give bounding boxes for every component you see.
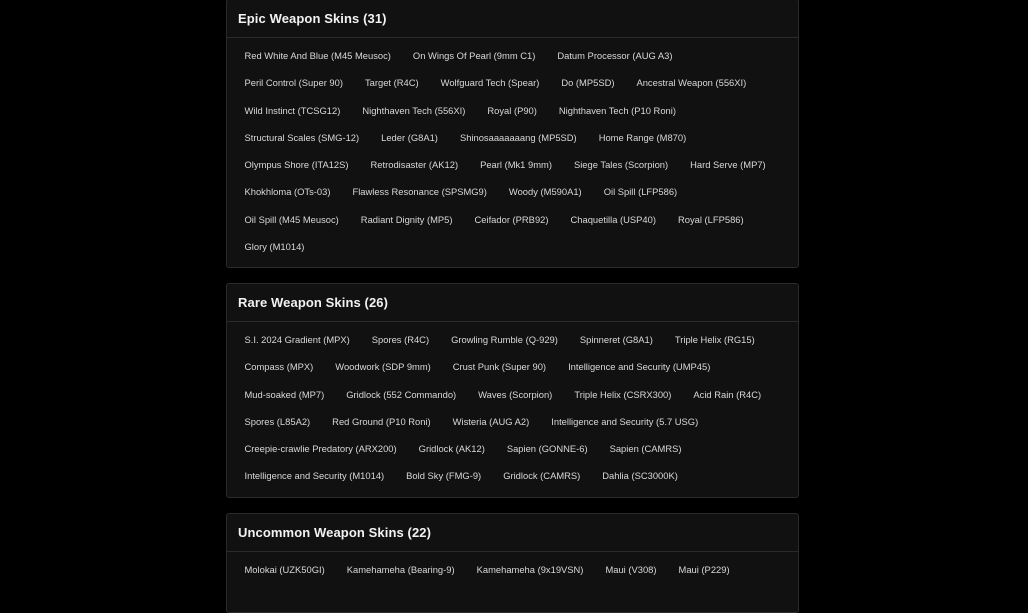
skin-item[interactable]: Spores (L85A2) — [244, 415, 311, 427]
skin-item[interactable]: Kamehameha (Bearing-9) — [346, 564, 455, 575]
skin-item[interactable]: Sapien (CAMRS) — [609, 443, 682, 455]
skin-item[interactable]: Ancestral Weapon (556XI) — [636, 77, 747, 89]
skin-item[interactable]: Woody (M590A1) — [508, 186, 582, 198]
skin-item[interactable]: Waves (Scorpion) — [478, 388, 553, 400]
skin-list — [227, 38, 798, 260]
skin-item[interactable]: Gridlock (552 Commando) — [346, 388, 457, 400]
skin-item[interactable]: Target (R4C) — [364, 77, 419, 89]
skin-item[interactable]: Radiant Dignity (MP5) — [360, 213, 453, 225]
skin-item[interactable]: Wisteria (AUG A2) — [452, 415, 530, 427]
skin-item[interactable]: Peril Control (Super 90) — [244, 77, 343, 89]
uncommon-skins-section — [226, 513, 799, 613]
skin-item[interactable]: Royal (P90) — [487, 104, 537, 116]
skin-item[interactable]: Home Range (M870) — [598, 131, 687, 143]
skin-item[interactable]: Intelligence and Security (5.7 USG) — [551, 415, 699, 427]
skin-item[interactable]: On Wings Of Pearl (9mm C1) — [412, 50, 536, 61]
skin-item[interactable]: Molokai (UZK50GI) — [244, 564, 325, 575]
skin-item[interactable]: Crust Punk (Super 90) — [452, 361, 547, 373]
epic-skins-section — [226, 0, 799, 268]
skin-item[interactable]: Maui (P229) — [678, 564, 730, 575]
skin-item[interactable]: Wild Instinct (TCSG12) — [244, 104, 341, 116]
skin-item[interactable]: Leder (G8A1) — [381, 131, 438, 143]
skin-item[interactable]: Ceifador (PRB92) — [474, 213, 549, 225]
skin-item[interactable]: Compass (MPX) — [244, 361, 314, 373]
skin-item[interactable]: Creepie-crawlie Predatory (ARX200) — [244, 443, 397, 455]
skin-item[interactable]: Growling Rumble (Q-929) — [451, 334, 558, 345]
skin-item[interactable]: Mud-soaked (MP7) — [244, 388, 325, 400]
skin-item[interactable]: Siege Tales (Scorpion) — [573, 159, 669, 171]
skin-item[interactable]: Triple Helix (CSRX300) — [574, 388, 672, 400]
skin-item[interactable]: Red White And Blue (M45 Meusoc) — [244, 50, 391, 61]
skin-item[interactable]: Datum Processor (AUG A3) — [557, 50, 673, 61]
section-title: Epic Weapon Skins (31) — [238, 11, 387, 26]
section-header — [227, 284, 798, 322]
section-header — [227, 514, 798, 552]
skin-item[interactable]: Gridlock (AK12) — [418, 443, 485, 455]
skin-item[interactable]: Spores (R4C) — [371, 334, 430, 345]
skin-item[interactable]: Do (MP5SD) — [561, 77, 615, 89]
skin-item[interactable]: Nighthaven Tech (P10 Roni) — [558, 104, 676, 116]
skin-item[interactable]: Woodwork (SDP 9mm) — [335, 361, 431, 373]
skin-item[interactable]: Wolfguard Tech (Spear) — [440, 77, 540, 89]
skin-item[interactable]: Dahlia (SC3000K) — [602, 470, 678, 482]
skin-item[interactable]: Oil Spill (M45 Meusoc) — [244, 213, 339, 225]
skin-item[interactable]: Structural Scales (SMG-12) — [244, 131, 360, 143]
skin-item[interactable]: Khokhloma (OTs-03) — [244, 186, 331, 198]
skin-item[interactable]: Intelligence and Security (M1014) — [244, 470, 385, 482]
skin-item[interactable]: Maui (V308) — [605, 564, 657, 575]
skin-item[interactable]: Intelligence and Security (UMP45) — [568, 361, 711, 373]
skin-item[interactable]: Olympus Shore (ITA12S) — [244, 159, 349, 171]
skin-item[interactable]: Triple Helix (RG15) — [674, 334, 755, 345]
section-title: Rare Weapon Skins (26) — [238, 295, 389, 310]
skin-item[interactable]: Oil Spill (LFP586) — [603, 186, 678, 198]
rare-skins-section — [226, 283, 799, 498]
skin-item[interactable]: Bold Sky (FMG-9) — [406, 470, 482, 482]
skin-list — [227, 322, 798, 490]
skin-item[interactable]: Shinosaaaaaaang (MP5SD) — [459, 131, 577, 143]
skin-item[interactable]: Pearl (Mk1 9mm) — [480, 159, 552, 171]
section-header — [227, 0, 798, 38]
skin-item[interactable]: Sapien (GONNE-6) — [506, 443, 588, 455]
skin-item[interactable]: Gridlock (CAMRS) — [503, 470, 581, 482]
skin-item[interactable]: Acid Rain (R4C) — [693, 388, 762, 400]
section-title: Uncommon Weapon Skins (22) — [238, 525, 432, 540]
skin-item[interactable]: Nighthaven Tech (556XI) — [362, 104, 466, 116]
skin-item[interactable]: Red Ground (P10 Roni) — [332, 415, 431, 427]
skin-item[interactable]: Glory (M1014) — [244, 241, 305, 253]
skin-item[interactable]: Kamehameha (9x19VSN) — [476, 564, 584, 575]
skin-item[interactable]: S.I. 2024 Gradient (MPX) — [244, 334, 350, 345]
skin-item[interactable]: Hard Serve (MP7) — [690, 159, 766, 171]
skin-item[interactable]: Royal (LFP586) — [677, 213, 744, 225]
skin-item[interactable]: Chaquetilla (USP40) — [570, 213, 656, 225]
skin-item[interactable]: Spinneret (G8A1) — [579, 334, 653, 345]
skin-item[interactable]: Retrodisaster (AK12) — [370, 159, 459, 171]
skin-item[interactable]: Flawless Resonance (SPSMG9) — [352, 186, 487, 198]
